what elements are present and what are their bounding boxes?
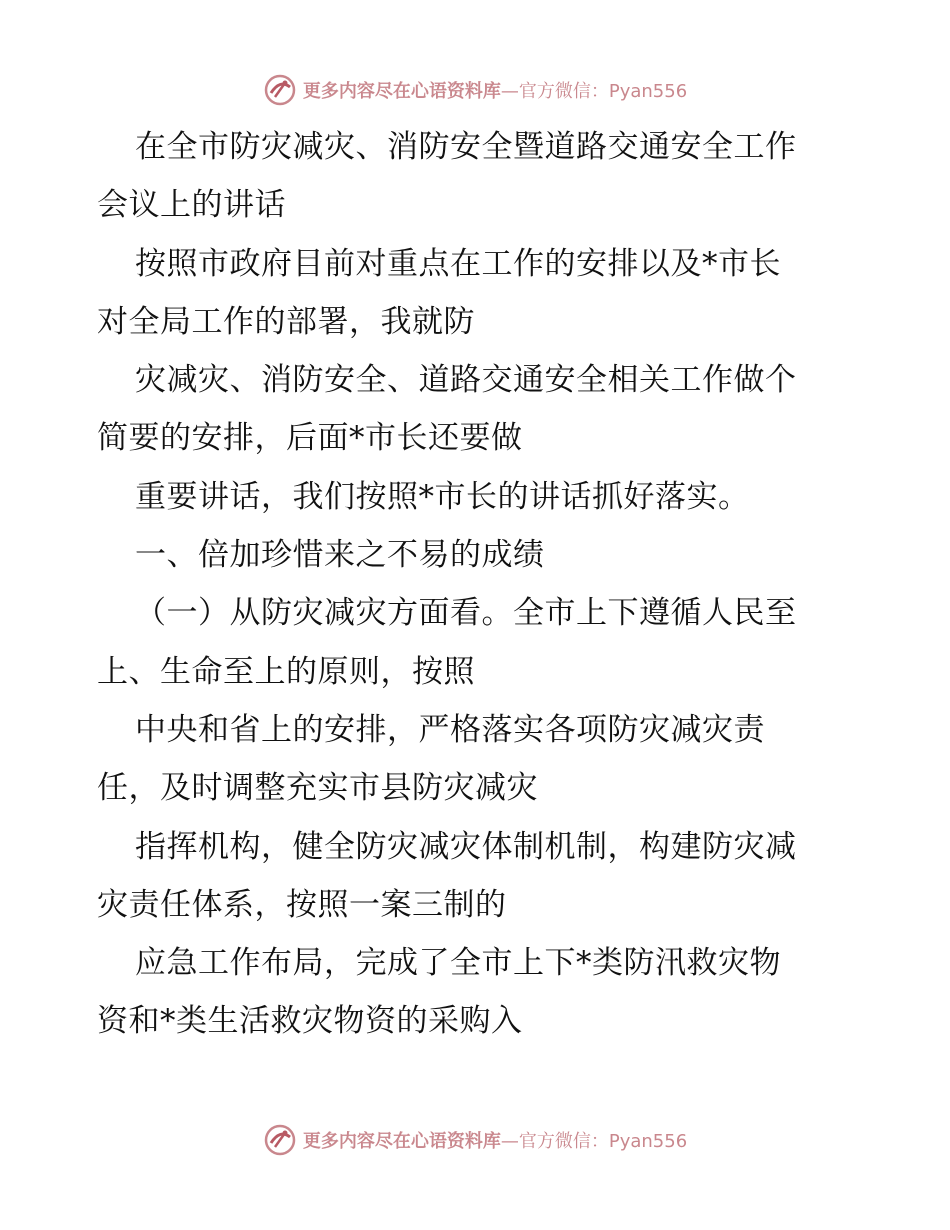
watermark-site: 更多内容尽在心语资料库 xyxy=(302,81,501,102)
paragraph-line: 一、倍加珍惜来之不易的成绩 xyxy=(135,537,545,574)
logo-icon xyxy=(263,1123,297,1157)
paragraph-line: 任，及时调整充实市县防灾减灾 xyxy=(97,770,538,807)
paragraph-line: （一）从防灾减灾方面看。全市上下遵循人民至 xyxy=(135,595,797,632)
header-watermark xyxy=(0,70,950,110)
paragraph-line: 对全局工作的部署，我就防 xyxy=(97,303,475,340)
paragraph-line: 灾减灾、消防安全、道路交通安全相关工作做个 xyxy=(135,362,797,399)
paragraph-line: 上、生命至上的原则，按照 xyxy=(97,653,475,690)
paragraph-line: 在全市防灾减灾、消防安全暨道路交通安全工作 xyxy=(135,129,797,165)
watermark-site: 更多内容尽在心语资料库 xyxy=(302,1131,501,1152)
document-body xyxy=(97,118,857,1051)
paragraph-line: 应急工作布局，完成了全市上下*类防汛救灾物 xyxy=(135,945,781,982)
paragraph-line: 中央和省上的安排，严格落实各项防灾减灾责 xyxy=(135,711,765,748)
watermark-dash: — xyxy=(500,81,519,102)
logo-icon xyxy=(263,73,297,107)
watermark-contact: 官方微信：Pyan556 xyxy=(518,1131,688,1152)
paragraph-line: 灾责任体系，按照一案三制的 xyxy=(97,886,507,923)
paragraph-line: 指挥机构，健全防灾减灾体制机制，构建防灾减 xyxy=(135,828,797,865)
paragraph-line: 简要的安排，后面*市长还要做 xyxy=(97,420,523,457)
watermark-text xyxy=(303,1127,687,1153)
watermark-dash: — xyxy=(500,1131,519,1152)
paragraph-line: 资和*类生活救灾物资的采购入 xyxy=(97,1003,523,1040)
paragraph-line: 重要讲话，我们按照*市长的讲话抓好落实。 xyxy=(135,478,750,515)
watermark-text xyxy=(303,77,687,103)
footer-watermark xyxy=(0,1120,950,1160)
paragraph-line: 按照市政府目前对重点在工作的安排以及*市长 xyxy=(135,245,781,282)
paragraph-line: 会议上的讲话 xyxy=(97,187,286,224)
watermark-contact: 官方微信：Pyan556 xyxy=(518,81,688,102)
